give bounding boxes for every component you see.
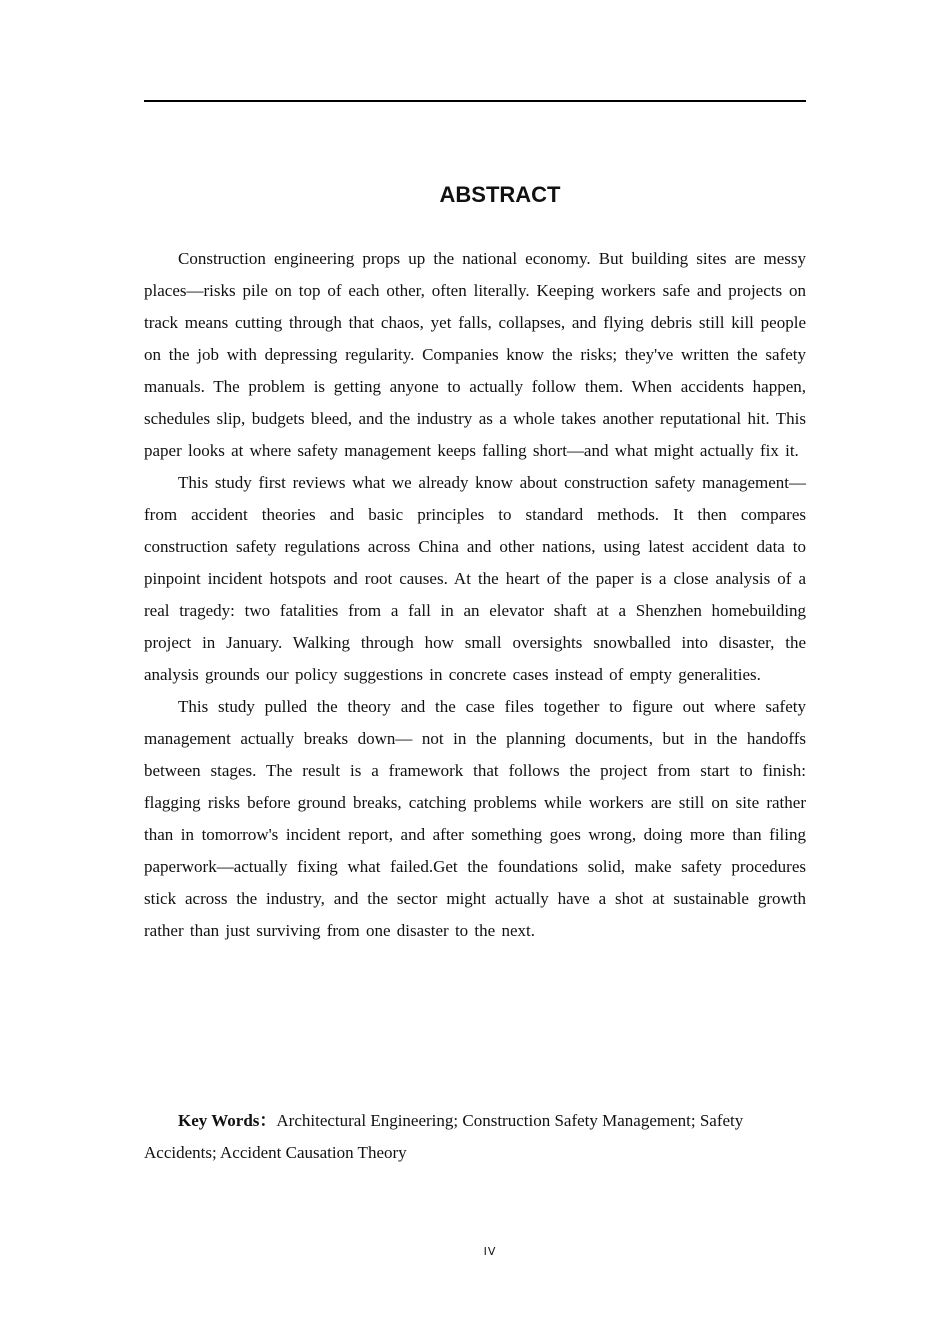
keywords-line: [144, 1105, 806, 1169]
abstract-paragraph-1: Construction engineering props up the national economy. But building sites are messy places—risks pile on top of each other, often literally. Keeping workers safe and projects on track means cutting through that chaos, yet falls, collapses, and flying debris still kill people on the job with depressing regularity. Companies know the risks; they've written the safety manuals. The problem is getting anyone to actually follow them. When accidents happen, schedules slip, budgets bleed, and the industry as a whole takes another reputational hit. This paper looks at where safety management keeps falling short—and what might actually fix it.: [144, 249, 806, 460]
abstract-paragraph-2: This study first reviews what we already know about construction safety management—from accident theories and basic principles to standard methods. It then compares construction safety regulations across China and other nations, using latest accident data to pinpoint incident hotspots and root causes. At the heart of the paper is a close analysis of a real tragedy: two fatalities from a fall in an elevator shaft at a Shenzhen homebuilding project in January. Walking through how small oversights snowballed into disaster, the analysis grounds our policy suggestions in concrete cases instead of empty generalities.: [144, 473, 806, 684]
abstract-title: ABSTRACT: [439, 182, 561, 207]
page-number: IV: [483, 1245, 497, 1258]
header-rule: [144, 100, 806, 102]
keywords-text: Architectural Engineering; Construction Safety Management; Safety Accidents; Accident Causation Theory: [144, 1111, 744, 1162]
abstract-body: [144, 243, 806, 947]
keywords-label: Key Words：: [178, 1111, 277, 1130]
abstract-paragraph-3: This study pulled the theory and the case files together to figure out where safety management actually breaks down— not in the planning documents, but in the handoffs between stages. The result is a framework that follows the project from start to finish: flagging risks before ground breaks, catching problems while workers are still on site rather than in tomorrow's incident report, and after something goes wrong, doing more than filing paperwork—actually fixing what failed.Get the foundations solid, make safety procedures stick across the industry, and the sector might actually have a shot at sustainable growth rather than just surviving from one disaster to the next.: [144, 697, 806, 940]
